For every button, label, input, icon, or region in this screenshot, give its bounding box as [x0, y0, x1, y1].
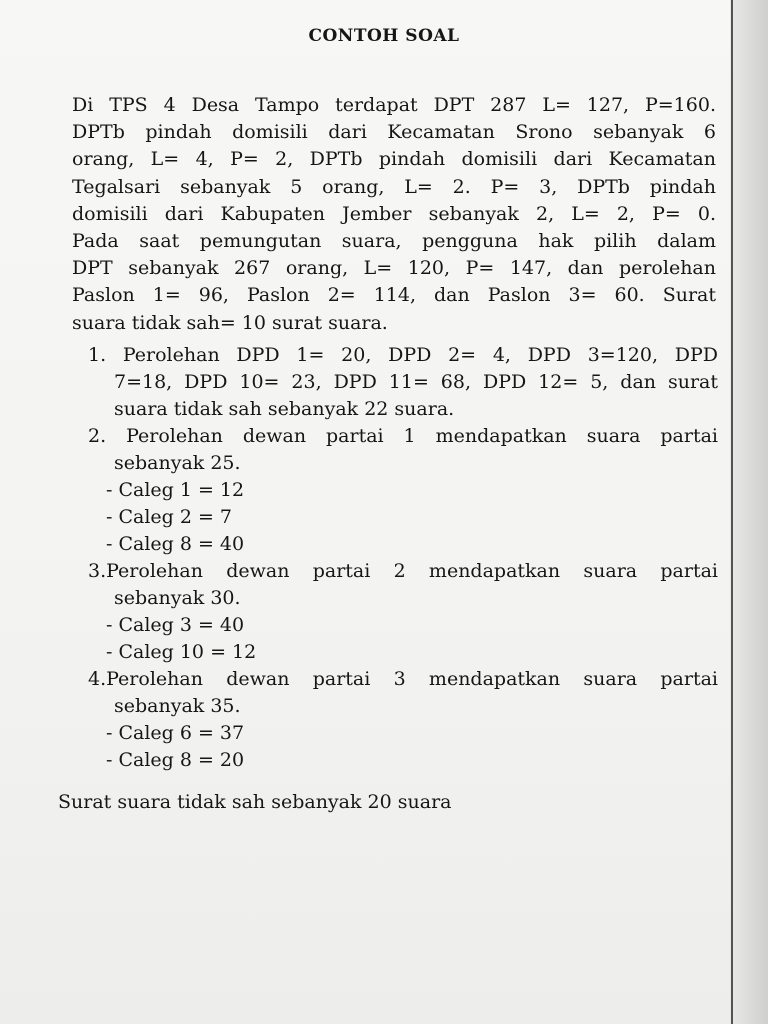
list-item-line: sebanyak 30.: [114, 587, 241, 609]
paragraph-line: Tegalsari sebanyak 5 orang, L= 2. P= 3, DPTb pindah: [72, 175, 716, 198]
paragraph-line: domisili dari Kabupaten Jember sebanyak 2, L= 2, P= 0.: [72, 202, 716, 225]
problem-paragraph: [72, 92, 716, 337]
page-edge-line: [731, 0, 733, 1024]
footer-note: Surat suara tidak sah sebanyak 20 suara: [58, 791, 452, 813]
list-item-line: sebanyak 25.: [114, 452, 241, 474]
paragraph-line: DPTb pindah domisili dari Kecamatan Srono sebanyak 6: [72, 121, 716, 144]
list-item-line: 3.Perolehan dewan partai 2 mendapatkan suara partai: [88, 560, 718, 582]
paragraph-line: Paslon 1= 96, Paslon 2= 114, dan Paslon 3= 60. Surat: [72, 284, 716, 307]
list-item-line: 2. Perolehan dewan partai 1 mendapatkan suara partai: [88, 425, 718, 447]
list-item-line: suara tidak sah sebanyak 22 suara.: [114, 398, 455, 420]
list-item-line: sebanyak 35.: [114, 695, 241, 717]
caleg-line: - Caleg 2 = 7: [106, 506, 233, 528]
caleg-line: - Caleg 8 = 40: [106, 533, 245, 555]
paragraph-line: DPT sebanyak 267 orang, L= 120, P= 147, dan perolehan: [72, 257, 716, 280]
paragraph-line: orang, L= 4, P= 2, DPTb pindah domisili dari Kecamatan: [72, 148, 716, 171]
caleg-line: - Caleg 6 = 37: [106, 722, 245, 744]
paragraph-line: Di TPS 4 Desa Tampo terdapat DPT 287 L= 127, P=160.: [72, 94, 716, 116]
caleg-line: - Caleg 8 = 20: [106, 749, 245, 771]
paragraph-line: suara tidak sah= 10 surat suara.: [72, 311, 388, 334]
page-edge-shadow: [730, 0, 768, 1024]
list-item-line: 7=18, DPD 10= 23, DPD 11= 68, DPD 12= 5, dan surat: [114, 371, 718, 393]
list-item-line: 4.Perolehan dewan partai 3 mendapatkan suara partai: [88, 668, 718, 690]
caleg-line: - Caleg 1 = 12: [106, 479, 245, 501]
list-item-line: 1. Perolehan DPD 1= 20, DPD 2= 4, DPD 3=120, DPD: [88, 344, 718, 366]
document-title: CONTOH SOAL: [308, 26, 460, 46]
caleg-line: - Caleg 3 = 40: [106, 614, 245, 636]
paragraph-line: Pada saat pemungutan suara, pengguna hak pilih dalam: [72, 230, 716, 253]
caleg-line: - Caleg 10 = 12: [106, 641, 257, 663]
numbered-list: [88, 342, 718, 774]
